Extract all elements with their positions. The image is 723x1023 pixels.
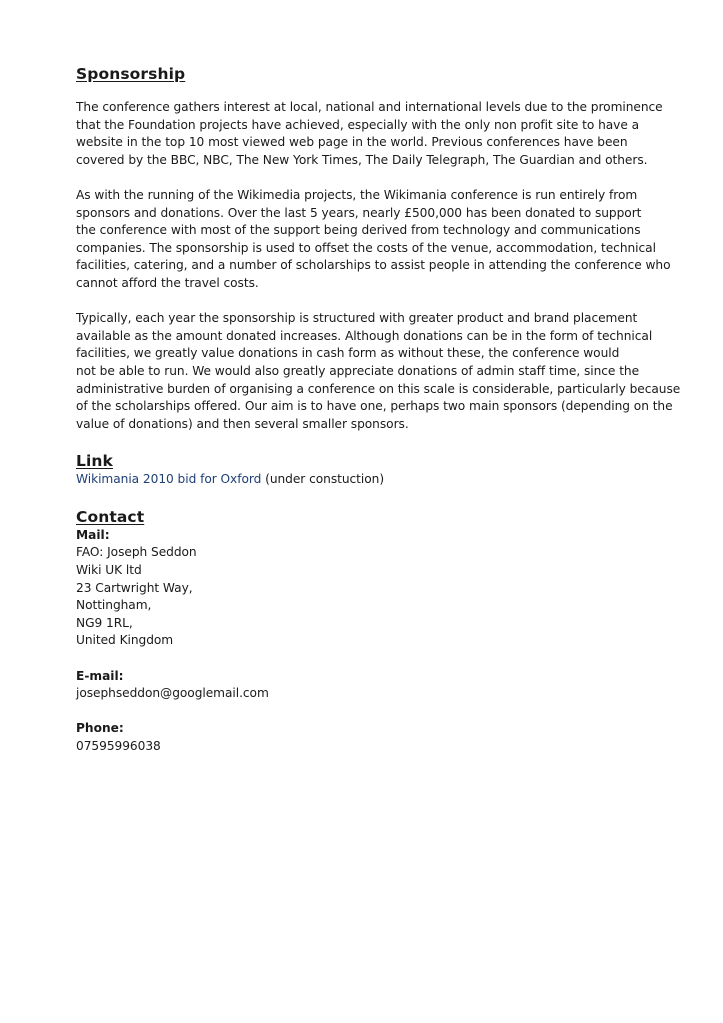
sponsorship-paragraph-1 <box>76 99 676 169</box>
text-line: Typically, each year the sponsorship is structured with greater product and brand placement <box>76 311 638 326</box>
text-line: administrative burden of organising a conference on this scale is considerable, particularly because <box>76 381 681 396</box>
contact-heading: Contact <box>76 507 145 526</box>
mail-label: Mail: <box>76 527 110 542</box>
text-line: As with the running of the Wikimedia projects, the Wikimania conference is run entirely from <box>76 187 638 202</box>
phone-label: Phone: <box>76 721 124 736</box>
text-line: that the Foundation projects have achieved, especially with the only non profit site to have a <box>76 117 640 132</box>
text-line: facilities, we greatly value donations in cash form as without these, the conference would <box>76 346 620 361</box>
text-line: companies. The sponsorship is used to offset the costs of the venue, accommodation, technical <box>76 240 656 255</box>
phone-value: 07595996038 <box>76 739 161 753</box>
text-line: the conference with most of the support being derived from technology and communications <box>76 223 641 238</box>
address-line: FAO: Joseph Seddon <box>76 545 197 560</box>
sponsorship-paragraph-3 <box>76 310 681 433</box>
text-line: The conference gathers interest at local, national and international levels due to the prominence <box>76 100 663 114</box>
link-suffix: (under constuction) <box>261 472 385 487</box>
email-label: E-mail: <box>76 668 124 683</box>
address-line: 23 Cartwright Way, <box>76 580 193 595</box>
wikimania-bid-link[interactable]: Wikimania 2010 bid for Oxford <box>76 472 262 487</box>
address-line: NG9 1RL, <box>76 615 133 630</box>
text-line: available as the amount donated increases. Although donations can be in the form of technical <box>76 328 653 343</box>
sponsorship-heading: Sponsorship <box>76 65 186 83</box>
text-line: website in the top 10 most viewed web page in the world. Previous conferences have been <box>76 135 628 150</box>
text-line: not be able to run. We would also greatly appreciate donations of admin staff time, since the <box>76 363 640 378</box>
address-line: Wiki UK ltd <box>76 563 142 578</box>
text-line: of the scholarships offered. Our aim is to have one, perhaps two main sponsors (depending on the <box>76 399 673 414</box>
text-line: cannot afford the travel costs. <box>76 275 259 290</box>
text-line: facilities, catering, and a number of scholarships to assist people in attending the conference who <box>76 258 671 273</box>
address-line: Nottingham, <box>76 598 152 613</box>
email-value: josephseddon@googlemail.com <box>76 686 269 701</box>
sponsorship-paragraph-2 <box>76 187 676 293</box>
link-line <box>76 471 676 489</box>
address-line: United Kingdom <box>76 633 174 648</box>
link-heading: Link <box>76 452 113 471</box>
document-page <box>76 64 681 756</box>
text-line: value of donations) and then several smaller sponsors. <box>76 416 409 431</box>
text-line: covered by the BBC, NBC, The New York Times, The Daily Telegraph, The Guardian and others. <box>76 152 648 167</box>
mail-address <box>76 544 676 650</box>
text-line: sponsors and donations. Over the last 5 years, nearly £500,000 has been donated to support <box>76 205 642 220</box>
